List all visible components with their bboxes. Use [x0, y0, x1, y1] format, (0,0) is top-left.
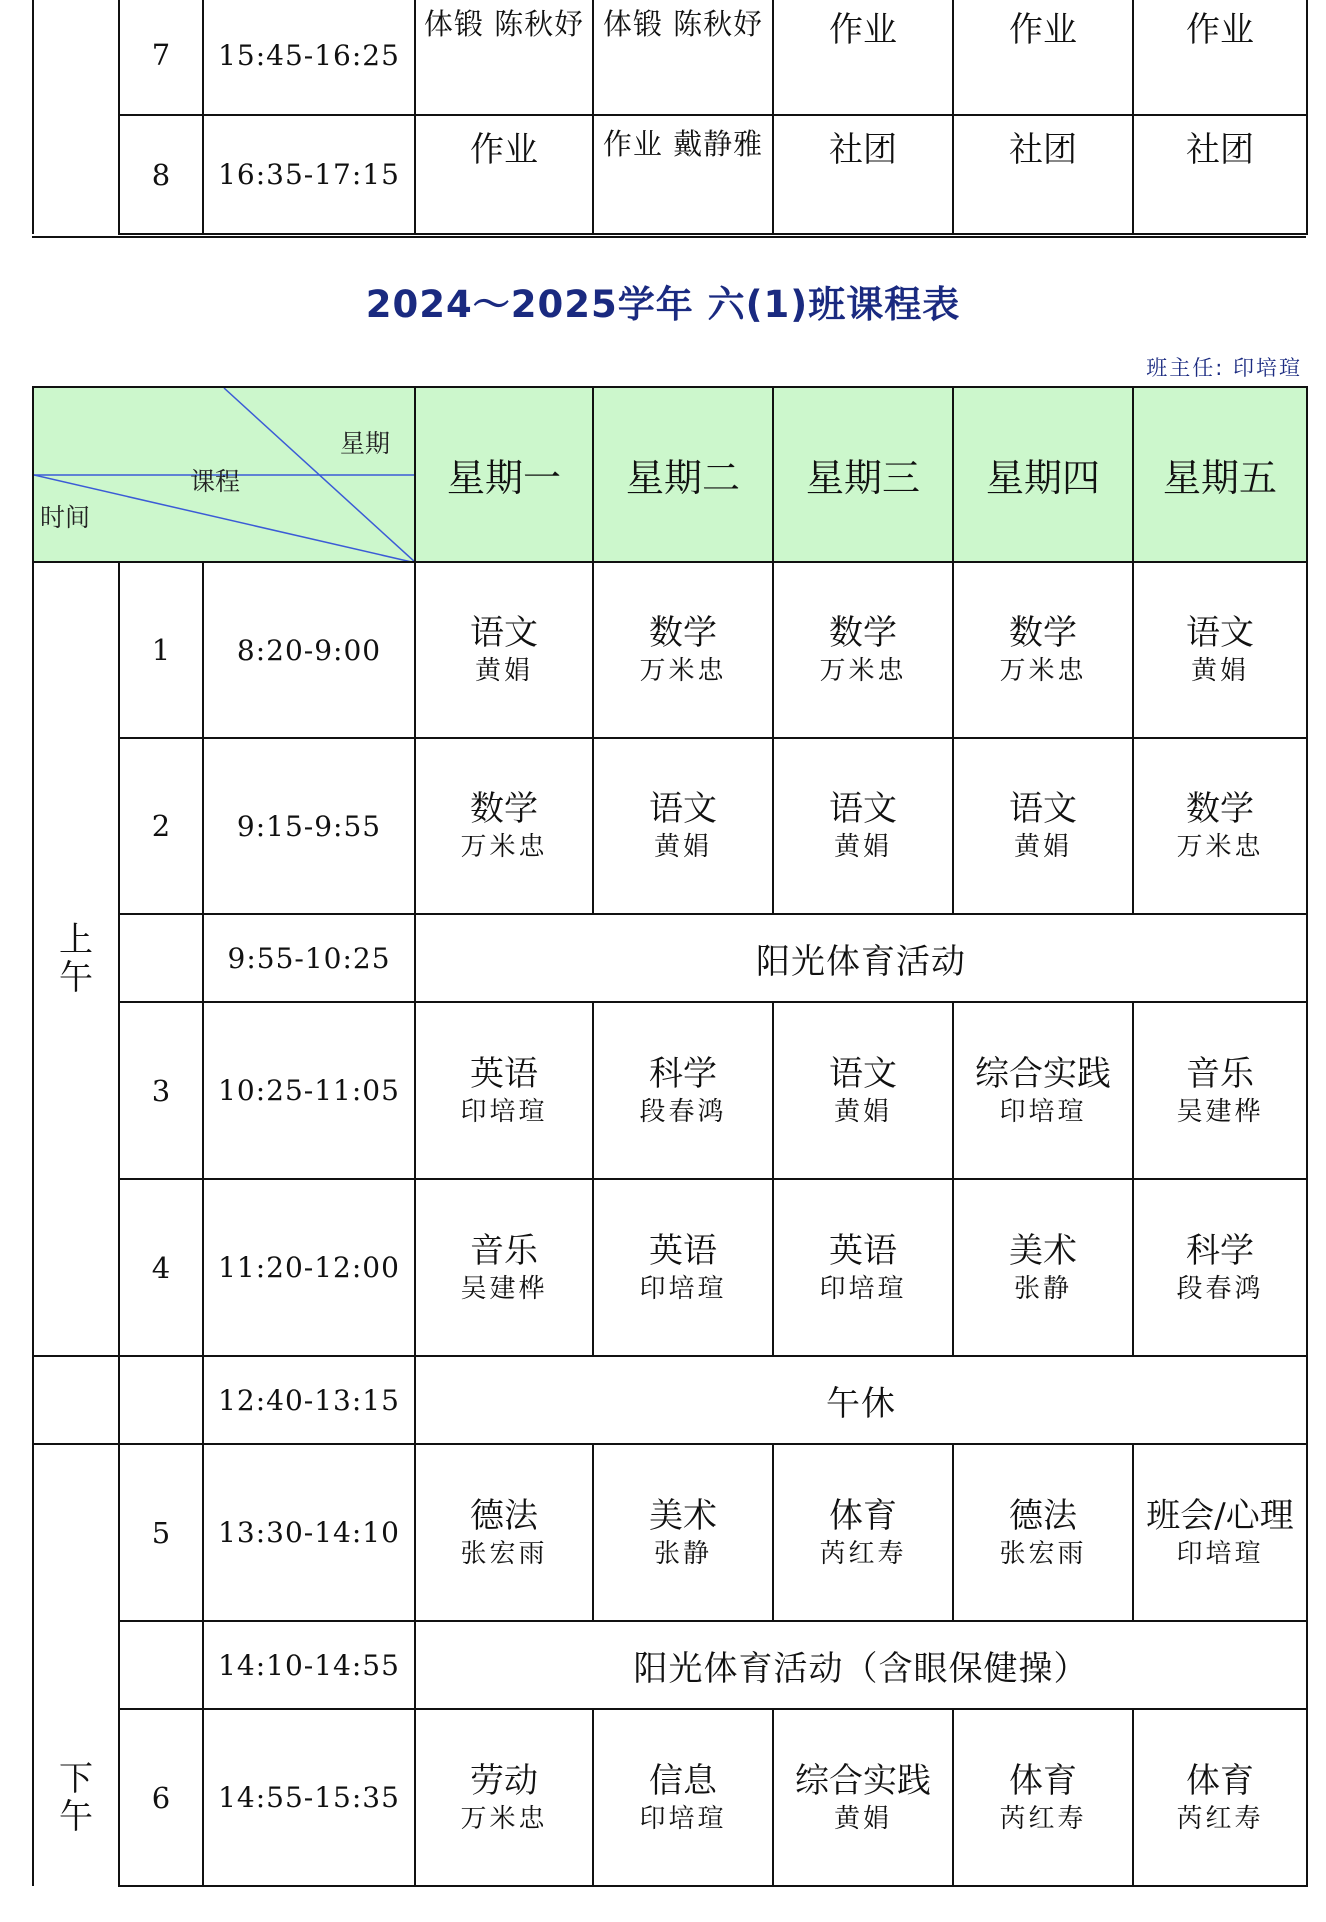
class-cell: 社团: [773, 115, 953, 234]
teacher: 万米忠: [999, 656, 1087, 686]
teacher: 段春鸿: [639, 1096, 727, 1127]
teacher: 黄娟: [475, 656, 534, 686]
class-cell: [1133, 738, 1307, 914]
period-time: 14:10-14:55: [203, 1621, 415, 1709]
class-cell: [773, 1709, 953, 1886]
teacher: 芮红寿: [1176, 1803, 1264, 1834]
subject: 语文: [470, 613, 539, 653]
class-cell: [953, 1002, 1133, 1179]
subject: 语文: [1186, 613, 1255, 653]
period-number: 7: [119, 0, 203, 115]
period-time: 9:15-9:55: [203, 738, 415, 914]
teacher: 张宏雨: [460, 1538, 548, 1569]
day-header: 星期二: [593, 387, 773, 562]
class-cell: [415, 562, 593, 738]
table-row: [33, 1179, 1307, 1356]
subject: 数学: [649, 613, 718, 653]
day-header: 星期五: [1133, 387, 1307, 562]
class-cell: 体锻 陈秋妤: [415, 0, 593, 115]
previous-timetable-fragment: [32, 0, 1308, 235]
subject: 数学: [1186, 789, 1255, 829]
subject: 美术: [649, 1495, 718, 1536]
subject: 科学: [649, 1053, 718, 1094]
teacher: 黄娟: [654, 832, 713, 862]
period-number: [119, 1356, 203, 1444]
subject: 科学: [1186, 1230, 1255, 1271]
class-cell: [593, 1002, 773, 1179]
class-cell: [953, 1444, 1133, 1621]
table-row: [33, 0, 1307, 115]
subject: 语文: [829, 789, 898, 829]
subject: 英语: [649, 1230, 718, 1271]
table-row: [33, 562, 1307, 738]
subject: 语文: [649, 789, 718, 829]
period-time: 16:35-17:15: [203, 115, 415, 234]
subject: 音乐: [1186, 1053, 1255, 1094]
teacher: 张宏雨: [999, 1538, 1087, 1569]
period-number: 2: [119, 738, 203, 914]
subject: 英语: [470, 1053, 539, 1094]
activity-cell: 阳光体育活动（含眼保健操）: [415, 1621, 1307, 1709]
period-time: 8:20-9:00: [203, 562, 415, 738]
class-cell: [773, 738, 953, 914]
class-cell: 作业 戴静雅: [593, 115, 773, 234]
class-cell: [1133, 1179, 1307, 1356]
afternoon-segment: [33, 1444, 119, 1886]
period-time: 11:20-12:00: [203, 1179, 415, 1356]
class-cell: [593, 1179, 773, 1356]
divider: [32, 236, 1306, 238]
teacher: 印培瑄: [639, 1273, 727, 1304]
subject: 语文: [829, 1053, 898, 1094]
class-cell: [593, 562, 773, 738]
subject: 德法: [470, 1495, 539, 1536]
period-time: 15:45-16:25: [203, 0, 415, 115]
day-header: 星期一: [415, 387, 593, 562]
class-cell: [593, 1444, 773, 1621]
period-number: [119, 914, 203, 1002]
class-cell: [953, 738, 1133, 914]
period-number: 1: [119, 562, 203, 738]
class-cell: 作业: [773, 0, 953, 115]
subject: 音乐: [470, 1230, 539, 1271]
subject: 数学: [470, 789, 539, 829]
teacher: 黄娟: [1191, 656, 1250, 686]
subject: 数学: [829, 613, 898, 653]
header-corner-cell: [33, 387, 415, 562]
class-cell: [593, 1709, 773, 1886]
teacher: 芮红寿: [819, 1538, 907, 1569]
period-time: 9:55-10:25: [203, 914, 415, 1002]
segment-char: 午: [59, 958, 93, 998]
class-cell: [953, 562, 1133, 738]
table-row: [33, 1709, 1307, 1886]
subject: 信息: [649, 1760, 718, 1801]
class-cell: [773, 1444, 953, 1621]
morning-segment: [33, 562, 119, 1356]
class-cell: [953, 1709, 1133, 1886]
class-cell: [415, 738, 593, 914]
activity-cell: 午休: [415, 1356, 1307, 1444]
teacher: 印培瑄: [460, 1096, 548, 1127]
subject: 劳动: [470, 1760, 539, 1801]
teacher: 黄娟: [834, 1096, 893, 1127]
class-cell: [415, 1444, 593, 1621]
class-cell: 体锻 陈秋妤: [593, 0, 773, 115]
table-row: [33, 738, 1307, 914]
period-number: 3: [119, 1002, 203, 1179]
class-cell: 社团: [1133, 115, 1307, 234]
subject: 德法: [1009, 1495, 1078, 1536]
teacher: 黄娟: [834, 832, 893, 862]
header-row: [33, 387, 1307, 562]
class-cell: 作业: [953, 0, 1133, 115]
class-cell: 社团: [953, 115, 1133, 234]
period-time: 10:25-11:05: [203, 1002, 415, 1179]
class-cell: [415, 1179, 593, 1356]
teacher: 黄娟: [1014, 832, 1073, 862]
subject: 体育: [1186, 1760, 1255, 1801]
day-header: 星期三: [773, 387, 953, 562]
table-row: [33, 1356, 1307, 1444]
class-cell: 作业: [1133, 0, 1307, 115]
teacher: 张静: [1014, 1273, 1073, 1304]
subject: 综合实践: [975, 1053, 1112, 1094]
segment-cell: [33, 0, 119, 115]
teacher: 印培瑄: [819, 1273, 907, 1304]
teacher: 印培瑄: [999, 1096, 1087, 1127]
corner-time-label: 时间: [40, 503, 91, 532]
class-cell: [415, 1002, 593, 1179]
class-cell: [1133, 1002, 1307, 1179]
teacher: 张静: [654, 1538, 713, 1569]
subject: 综合实践: [795, 1760, 932, 1801]
teacher: 芮红寿: [999, 1803, 1087, 1834]
segment-char: 下: [59, 1759, 93, 1799]
class-cell: [1133, 1444, 1307, 1621]
corner-course-label: 课程: [190, 467, 241, 496]
head-teacher-label: 班主任: 印培瑄: [1146, 356, 1302, 380]
segment-cell: [33, 115, 119, 234]
subject: 数学: [1009, 613, 1078, 653]
teacher: 印培瑄: [639, 1803, 727, 1834]
class-cell: [1133, 1709, 1307, 1886]
period-time: 13:30-14:10: [203, 1444, 415, 1621]
period-number: 6: [119, 1709, 203, 1886]
corner-week-label: 星期: [340, 429, 391, 458]
class-cell: [773, 1179, 953, 1356]
teacher: 段春鸿: [1176, 1273, 1264, 1304]
teacher: 吴建桦: [460, 1273, 548, 1304]
segment-cell: [33, 1356, 119, 1444]
class-cell: [415, 1709, 593, 1886]
subject: 语文: [1009, 789, 1078, 829]
period-time: 14:55-15:35: [203, 1709, 415, 1886]
activity-cell: 阳光体育活动: [415, 914, 1307, 1002]
class-cell: [1133, 562, 1307, 738]
subject: 班会/心理: [1146, 1495, 1294, 1536]
class-cell: [773, 562, 953, 738]
teacher: 万米忠: [1176, 832, 1264, 862]
period-number: 8: [119, 115, 203, 234]
class-cell: [593, 738, 773, 914]
table-row: [33, 1621, 1307, 1709]
period-number: 4: [119, 1179, 203, 1356]
teacher: 黄娟: [834, 1803, 893, 1834]
class-cell: [773, 1002, 953, 1179]
teacher: 万米忠: [460, 832, 548, 862]
subject: 英语: [829, 1230, 898, 1271]
teacher: 万米忠: [819, 656, 907, 686]
table-row: [33, 1444, 1307, 1621]
period-number: 5: [119, 1444, 203, 1621]
day-header: 星期四: [953, 387, 1133, 562]
segment-char: 上: [59, 920, 93, 960]
teacher: 印培瑄: [1176, 1538, 1264, 1569]
period-number: [119, 1621, 203, 1709]
class-cell: 作业: [415, 115, 593, 234]
table-row: [33, 115, 1307, 234]
table-row: [33, 914, 1307, 1002]
period-time: 12:40-13:15: [203, 1356, 415, 1444]
subject: 美术: [1009, 1230, 1078, 1271]
subject: 体育: [829, 1495, 898, 1536]
teacher: 万米忠: [460, 1803, 548, 1834]
page-title: 2024～2025学年 六(1)班课程表: [365, 283, 961, 326]
teacher: 万米忠: [639, 656, 727, 686]
segment-char: 午: [59, 1797, 93, 1837]
subject: 体育: [1009, 1760, 1078, 1801]
table-row: [33, 1002, 1307, 1179]
timetable: [32, 386, 1308, 1887]
class-cell: [953, 1179, 1133, 1356]
teacher: 吴建桦: [1176, 1096, 1264, 1127]
